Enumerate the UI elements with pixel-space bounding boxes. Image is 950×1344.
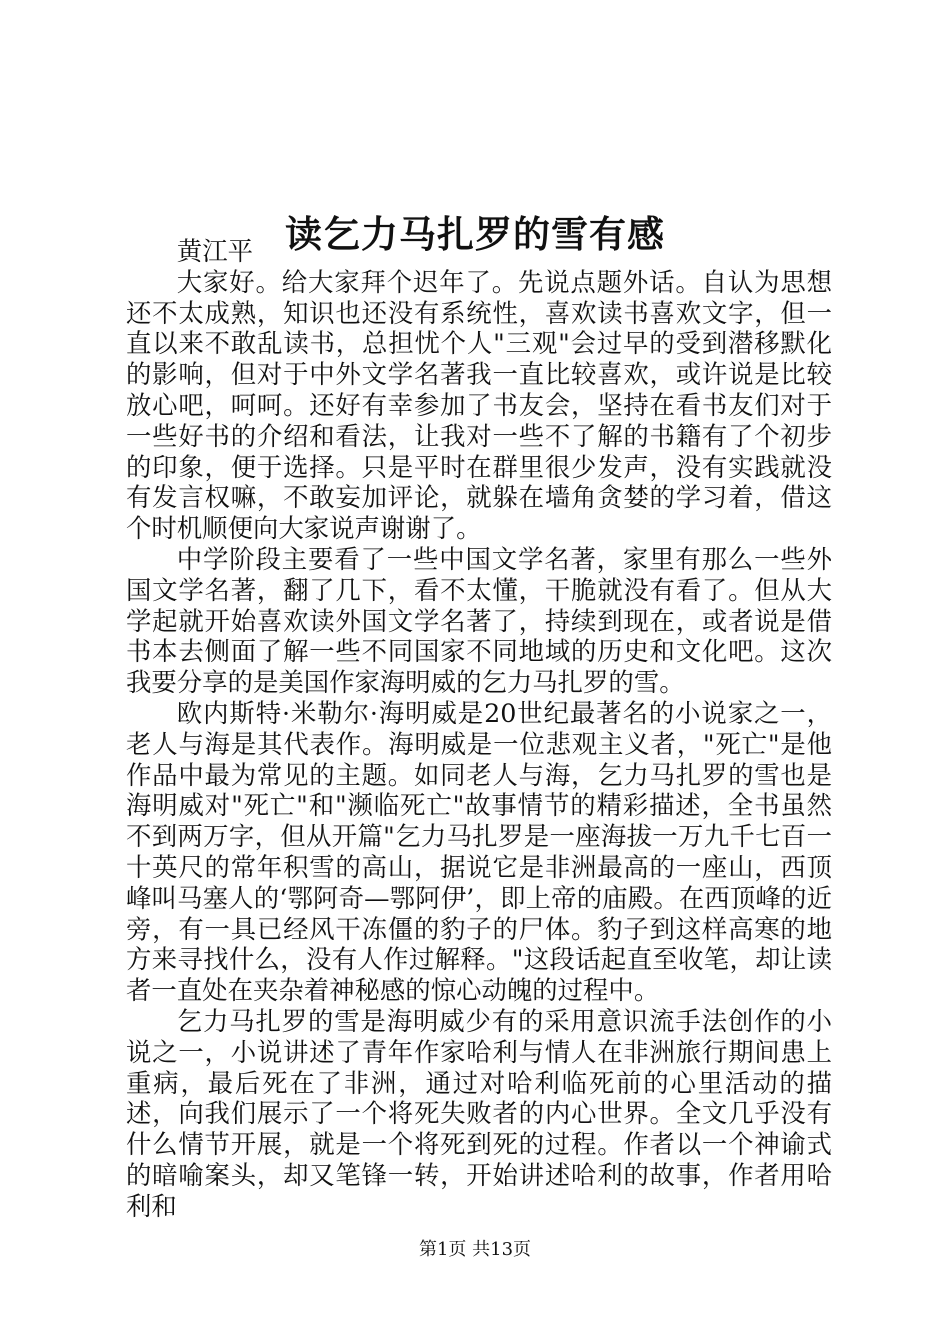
paragraph: 大家好。给大家拜个迟年了。先说点题外话。自认为思想还不太成熟，知识也还没有系统性，喜欢读书喜欢文字，但一直以来不敢乱读书，总担忧个人"三观"会过早的受到潜移默化的影响，但对于中外文学名著我一直比较喜欢，或许说是比较放心吧，呵呵。还好有幸参加了书友会，坚持在看书友们对于一些好书的介绍和看法，让我对一些不了解的书籍有了个初步的印象，便于选择。只是平时在群里很少发声，没有实践就没有发言权嘛，不敢妄加评论，就躲在墙角贪婪的学习着，借这个时机顺便向大家说声谢谢了。 [126, 266, 832, 544]
author-line: 黄江平 [176, 236, 253, 266]
paragraph: 中学阶段主要看了一些中国文学名著，家里有那么一些外国文学名著，翻了几下，看不太懂，干脆就没有看了。但从大学起就开始喜欢读外国文学名著了，持续到现在，或者说是借书本去侧面了解一些不同国家不同地域的历史和文化吧。这次我要分享的是美国作家海明威的乞力马扎罗的雪。 [126, 543, 832, 698]
document-title: 读乞力马扎罗的雪有感 [285, 211, 665, 256]
paragraph: 欧内斯特·米勒尔·海明威是20世纪最著名的小说家之一，老人与海是其代表作。海明威是一位悲观主义者，"死亡"是他作品中最为常见的主题。如同老人与海，乞力马扎罗的雪也是海明威对"死亡"和"濒临死亡"故事情节的精彩描述，全书虽然不到两万字，但从开篇"乞力马扎罗是一座海拔一万九千七百一十英尺的常年积雪的高山，据说它是非洲最高的一座山，西顶峰叫马塞人的‘鄂阿奇—鄂阿伊’，即上帝的庙殿。在西顶峰的近旁，有一具已经风干冻僵的豹子的尸体。豹子到这样高寒的地方来寻找什么，没有人作过解释。"这段话起直至收笔，却让读者一直处在夹杂着神秘感的惊心动魄的过程中。 [126, 697, 832, 1006]
paragraph: 乞力马扎罗的雪是海明威少有的采用意识流手法创作的小说之一，小说讲述了青年作家哈利与情人在非洲旅行期间患上重病，最后死在了非洲，通过对哈利临死前的心里活动的描述，向我们展示了一个将死失败者的内心世界。全文几乎没有什么情节开展，就是一个将死到死的过程。作者以一个神谕式的暗喻案头，却又笔锋一转，开始讲述哈利的故事，作者用哈利和 [126, 1005, 832, 1221]
page-number-footer: 第1页 共13页 [418, 1239, 532, 1260]
document-body [126, 236, 832, 1222]
